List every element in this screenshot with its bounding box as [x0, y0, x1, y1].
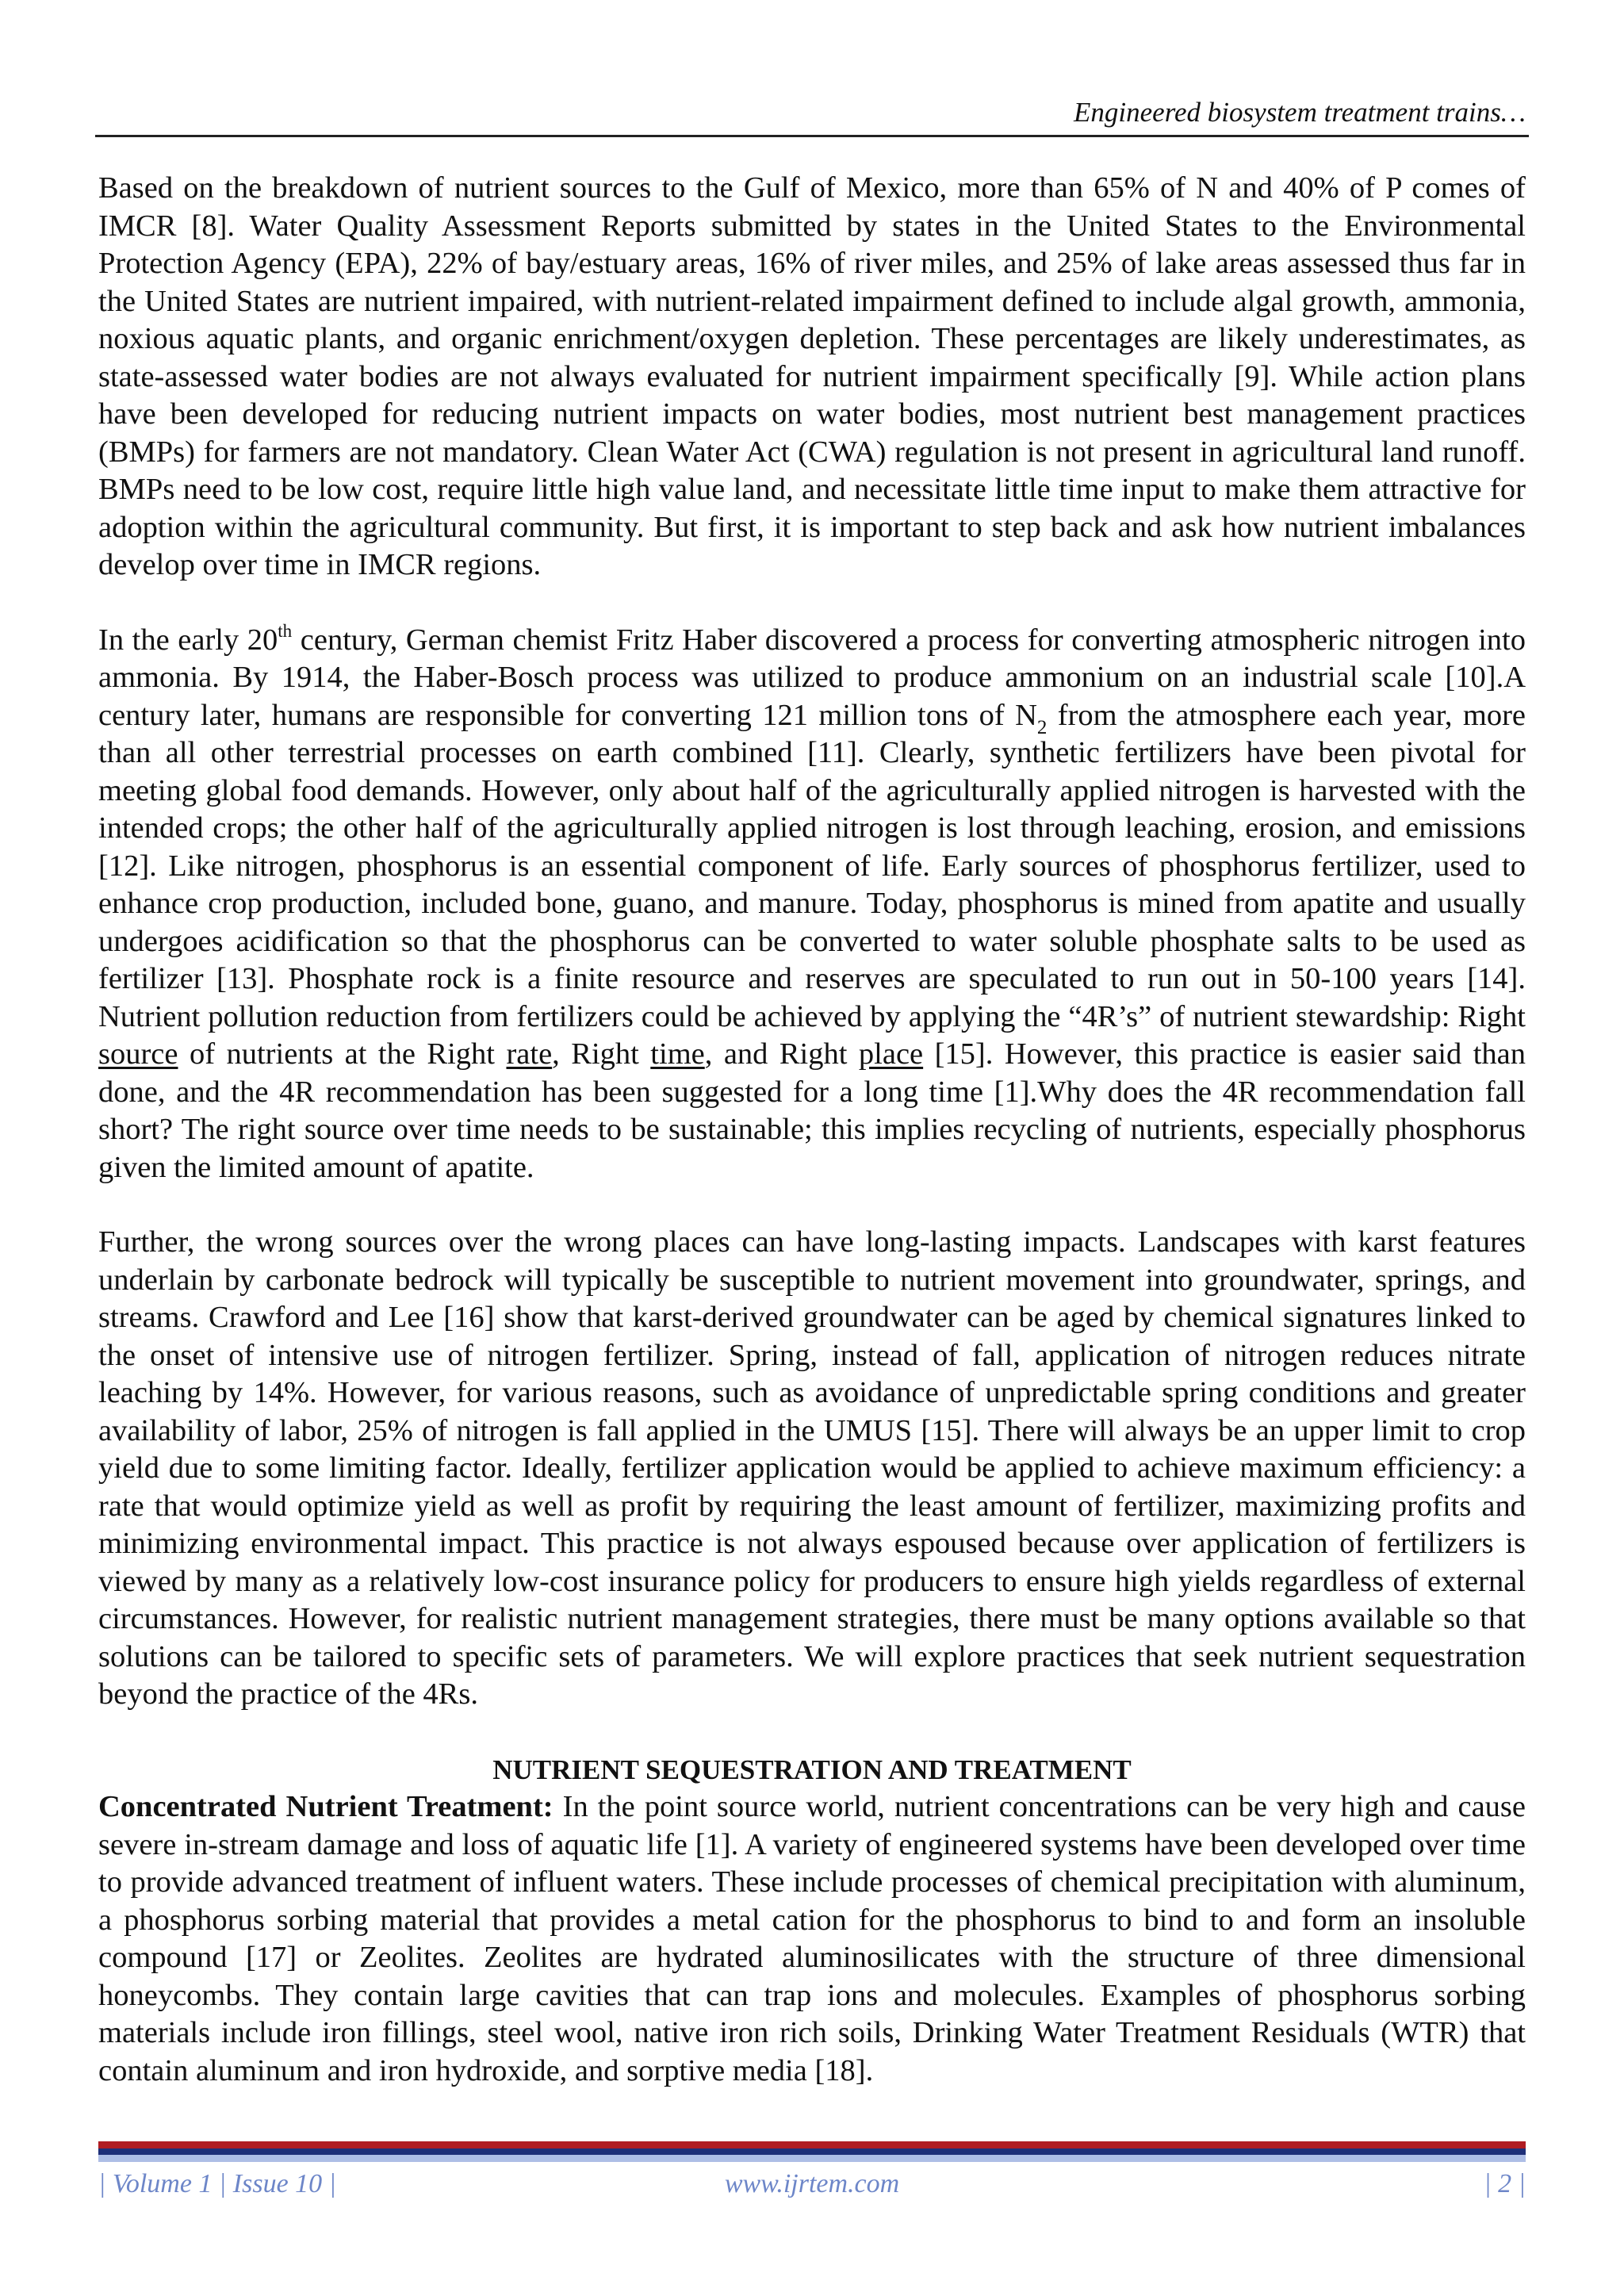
footer-rule-bars	[98, 2141, 1526, 2162]
footer-page-number: | 2 |	[1484, 2169, 1526, 2198]
header-rule	[95, 135, 1529, 137]
text-run: In the early 20	[98, 623, 278, 657]
running-header-title: Engineered biosystem treatment trains…	[1074, 97, 1526, 128]
underlined-place: place	[858, 1037, 924, 1071]
footer-volume-issue: | Volume 1 | Issue 10 |	[98, 2169, 337, 2198]
paragraph-lead-in: Concentrated Nutrient Treatment:	[98, 1790, 553, 1823]
paragraph-nutrient-sources: Based on the breakdown of nutrient sources to the Gulf of Mexico, more than 65% of N and 40% of P comes of IMCR [8]. Water Quality Assessment Reports submitted by states in the United States to the Environmental Protection Agency (EPA), 22% of bay/estuary areas, 16% of river miles, and 25% of lake areas assessed thus far in the United States are nutrient impaired, with nutrient-related impairment defined to include algal growth, ammonia, noxious aquatic plants, and organic enrichment/oxygen depletion. These percentages are likely underestimates, as state-assessed water bodies are not always evaluated for nutrient impairment specifically [9]. While action plans have been developed for reducing nutrient impacts on water bodies, most nutrient best management practices (BMPs) for farmers are not mandatory. Clean Water Act (CWA) regulation is not present in agricultural land runoff. BMPs need to be low cost, require little high value land, and necessitate little time input to make them attractive for adoption within the agricultural community. But first, it is important to step back and ask how nutrient imbalances develop over time in IMCR regions.	[98, 171, 1526, 581]
paragraph-gap	[98, 1186, 1526, 1224]
underlined-rate: rate	[506, 1037, 553, 1071]
paragraph-gap	[98, 585, 1526, 622]
article-body	[98, 170, 1526, 2090]
superscript-th: th	[278, 620, 293, 641]
text-run: from the atmosphere each year, more than all other terrestrial processes on earth combined [11]. Clearly, synthetic fertilizers have been pivotal for meeting global food demands. However, only about half of the agriculturally applied nitrogen is harvested with the intended crops; the other half of the agriculturally applied nitrogen is lost through leaching, erosion, and emissions [12]. Like nitrogen, phosphorus is an essential component of life. Early sources of phosphorus fertilizer, used to enhance crop production, included bone, guano, and manure. Today, phosphorus is mined from apatite and usually undergoes acidification so that the phosphorus can be converted to water soluble phosphate salts to be used as fertilizer [13]. Phosphate rock is a finite resource and reserves are speculated to run out in 50-100 years [14]. Nutrient pollution reduction from fertilizers could be achieved by applying the “4R’s” of nutrient stewardship: Right	[98, 698, 1526, 1033]
paragraph-karst-impacts: Further, the wrong sources over the wrong places can have long-lasting impacts. Landscapes with karst features underlain by carbonate bedrock will typically be susceptible to nutrient movement into groundwater, springs, and streams. Crawford and Lee [16] show that karst-derived groundwater can be aged by chemical signatures linked to the onset of intensive use of nitrogen fertilizer. Spring, instead of fall, application of nitrogen reduces nitrate leaching by 14%. However, for various reasons, such as avoidance of unpredictable spring conditions and greater availability of labor, 25% of nitrogen is fall applied in the UMUS [15]. There will always be an upper limit to crop yield due to some limiting factor. Ideally, fertilizer application would be applied to achieve maximum efficiency: a rate that would optimize yield as well as profit by requiring the least amount of fertilizer, maximizing profits and minimizing environmental impact. This practice is not always espoused because over application of fertilizers is viewed by many as a relatively low-cost insurance policy for producers to ensure high yields regardless of external circumstances. However, for realistic nutrient management strategies, there must be many options available so that solutions can be tailored to specific sets of parameters. We will explore practices that seek nutrient sequestration beyond the practice of the 4Rs.	[98, 1225, 1526, 1711]
text-run: of nutrients at the Right	[178, 1037, 507, 1071]
text-run: century, German chemist Fritz Haber discovered a process for converting atmospheric nitrogen into ammonia. By 1914, the Haber-Bosch process was utilized to produce ammonium on an industrial scale [10].A century later, humans are responsible for converting 121 million tons of N	[98, 623, 1526, 732]
paragraph-concentrated-treatment	[98, 1788, 1526, 2090]
text-run: [15]. However, this practice is easier said than done, and the 4R recommendation has been suggested for a long time [1].Why does the 4R recommendation fall short? The right source over time needs to be sustainable; this implies recycling of nutrients, especially phosphorus given the limited amount of apatite.	[98, 1037, 1526, 1184]
paragraph-haber-bosch	[98, 622, 1526, 1187]
text-run: , and Right	[704, 1037, 859, 1071]
subscript-2: 2	[1036, 717, 1048, 739]
footer-bar-red	[98, 2141, 1526, 2148]
page-footer	[98, 2167, 1526, 2202]
section-heading: NUTRIENT SEQUESTRATION AND TREATMENT	[492, 1754, 1132, 1785]
underlined-time: time	[650, 1037, 705, 1071]
footer-bar-blue	[98, 2148, 1526, 2155]
text-run: , Right	[552, 1037, 651, 1071]
paragraph-gap	[98, 1714, 1526, 1751]
text-run: In the point source world, nutrient concentrations can be very high and cause severe in-stream damage and loss of aquatic life [1]. A variety of engineered systems have been developed over time to provide advanced treatment of influent waters. These include processes of chemical precipitation with aluminum, a phosphorus sorbing material that provides a metal cation for the phosphorus to bind to and form an insoluble compound [17] or Zeolites. Zeolites are hydrated aluminosilicates with the structure of three dimensional honeycombs. They contain large cavities that can trap ions and molecules. Examples of phosphorus sorbing materials include iron fillings, steel wool, native iron rich soils, Drinking Water Treatment Residuals (WTR) that contain aluminum and iron hydroxide, and sorptive media [18].	[98, 1790, 1526, 2087]
underlined-source: source	[98, 1037, 178, 1071]
footer-website-link[interactable]: www.ijrtem.com	[724, 2169, 900, 2198]
footer-bar-light	[98, 2155, 1526, 2162]
